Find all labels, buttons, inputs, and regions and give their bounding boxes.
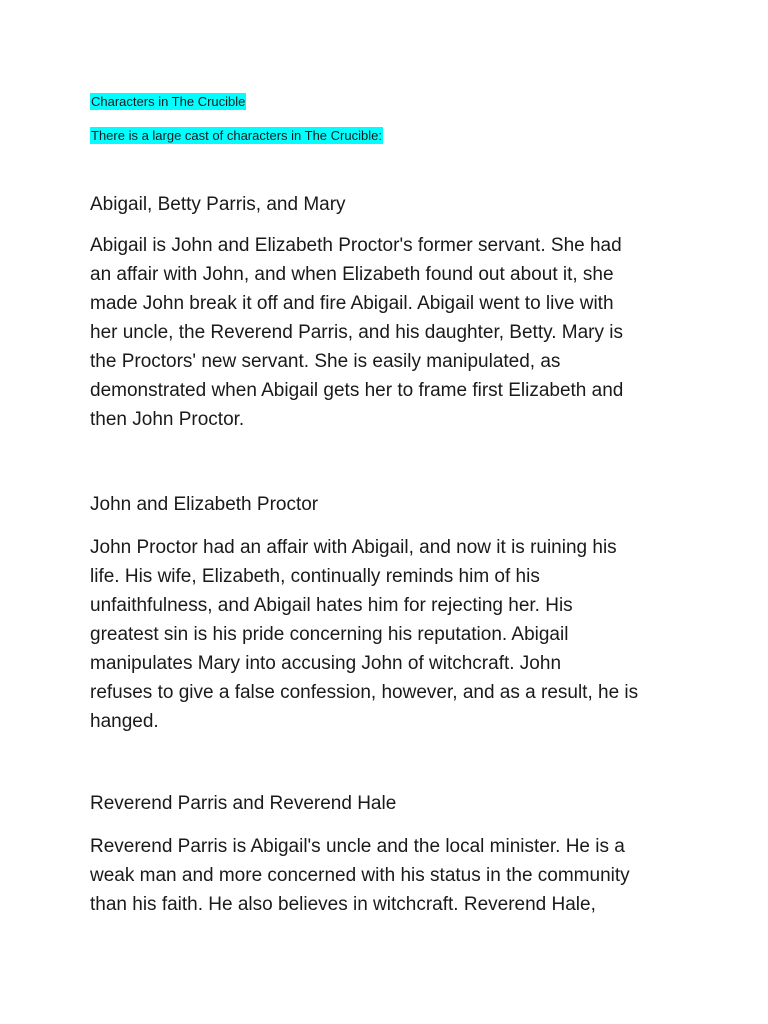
paragraph-line: demonstrated when Abigail gets her to frame first Elizabeth and (90, 380, 624, 401)
paragraph-line: then John Proctor. (90, 409, 245, 430)
section-paragraph-proctors (90, 533, 680, 736)
paragraph-line: refuses to give a false confession, however, and as a result, he is (90, 682, 639, 703)
paragraph-line: her uncle, the Reverend Parris, and his daughter, Betty. Mary is (90, 322, 623, 343)
paragraph-line: hanged. (90, 711, 159, 732)
section-heading-abigail: Abigail, Betty Parris, and Mary (90, 194, 346, 215)
paragraph-line: John Proctor had an affair with Abigail, and now it is ruining his (90, 537, 617, 558)
section-paragraph-abigail (90, 231, 680, 434)
section-heading-reverends: Reverend Parris and Reverend Hale (90, 793, 397, 814)
paragraph-line: Abigail is John and Elizabeth Proctor's former servant. She had (90, 235, 622, 256)
paragraph-line: greatest sin is his pride concerning his reputation. Abigail (90, 624, 569, 645)
paragraph-line: than his faith. He also believes in witchcraft. Reverend Hale, (90, 894, 596, 915)
paragraph-line: the Proctors' new servant. She is easily manipulated, as (90, 351, 561, 372)
paragraph-line: life. His wife, Elizabeth, continually reminds him of his (90, 566, 540, 587)
paragraph-line: weak man and more concerned with his status in the community (90, 865, 630, 886)
paragraph-line: an affair with John, and when Elizabeth found out about it, she (90, 264, 614, 285)
paragraph-line: unfaithfulness, and Abigail hates him for rejecting her. His (90, 595, 573, 616)
section-heading-proctors: John and Elizabeth Proctor (90, 494, 319, 515)
document-title-highlight: Characters in The Crucible (91, 94, 246, 109)
document-subtitle-highlight: There is a large cast of characters in The Crucible: (91, 128, 382, 143)
section-paragraph-reverends (90, 832, 680, 919)
paragraph-line: Reverend Parris is Abigail's uncle and the local minister. He is a (90, 836, 625, 857)
paragraph-line: made John break it off and fire Abigail. Abigail went to live with (90, 293, 614, 314)
paragraph-line: manipulates Mary into accusing John of witchcraft. John (90, 653, 562, 674)
